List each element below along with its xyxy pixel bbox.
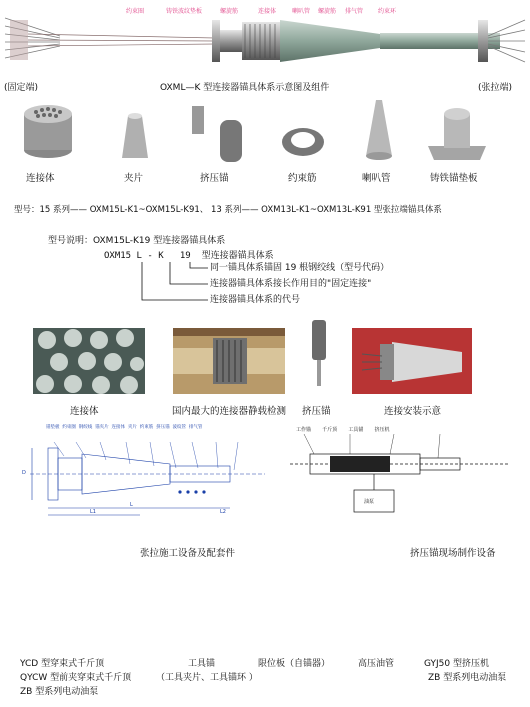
drawing-label: 约束筋 (139, 425, 154, 430)
photo-caption: 国内最大的连接器静载检测 (172, 406, 287, 417)
equipment-item: 工具锚 (188, 659, 216, 669)
connector-body-image (18, 100, 78, 162)
header-label: 喇叭管 (292, 8, 311, 15)
tensioning-drawing (20, 420, 285, 520)
header-label: 约束环 (378, 8, 397, 15)
model-bracket-lines (130, 262, 210, 308)
components-row (0, 98, 530, 190)
code-suffix: 型连接器锚具体系 (201, 251, 274, 261)
right-end-label: (张拉端) (478, 83, 513, 93)
drawing-label: 工具锚 (348, 427, 364, 433)
drawing-label: 挤压机 (374, 427, 390, 433)
drawing-label: 夹片 (127, 425, 137, 430)
drawing-label: 油泵 (364, 499, 375, 505)
header-label: 排气管 (345, 8, 364, 15)
drawing-label: 钢绞线 (78, 425, 93, 430)
dim-label: D (22, 470, 26, 476)
component-label: 连接体 (26, 173, 55, 184)
equipment-item: （工具夹片、工具锚环 ） (156, 673, 258, 683)
component-label: 铸铁锚垫板 (430, 173, 478, 184)
header-label: 连接体 (258, 8, 277, 15)
model-line-2: 连接器锚具体系接长作用目的"固定连接" (210, 279, 372, 289)
wedge-image (120, 112, 150, 162)
drawing-label: 波纹管 (172, 425, 186, 430)
drawing-label: 挤压锚 (156, 425, 170, 430)
component-label: 夹片 (124, 173, 144, 184)
extrusion-equipment-drawing (290, 420, 510, 520)
model-code (104, 251, 274, 262)
static-load-test-photo (173, 328, 285, 394)
code-num: 19 (179, 251, 191, 261)
equipment-item: 限位板（自锚器） (258, 659, 331, 669)
trumpet-pipe-image (364, 98, 394, 164)
connection-install-photo (352, 328, 472, 394)
equipment-item: YCD 型穿束式千斤顶 (20, 659, 105, 669)
dim-label: L2 (220, 509, 226, 515)
extrusion-anchor-photo (308, 320, 330, 386)
diagram-title: OXML—K 型连接器锚具体系示意图及组件 (160, 83, 330, 93)
drawing-label: 锚垫板 (46, 425, 60, 430)
drawing-caption: 张拉施工设备及配套件 (140, 548, 236, 559)
component-label: 约束筋 (288, 173, 317, 184)
code-prefix: OXM15 (104, 251, 132, 261)
code-k: K (158, 251, 164, 261)
header-label: 螺旋筋 (318, 8, 337, 15)
dim-label: L1 (90, 509, 96, 515)
drawing-caption: 挤压锚现场制作设备 (410, 548, 496, 559)
connector-photo (33, 328, 145, 394)
equipment-item: GYJ50 型挤压机 (424, 659, 489, 669)
extrusion-anchor-image (190, 104, 250, 164)
drawing-label: 排气管 (188, 425, 203, 430)
component-label: 喇叭管 (362, 173, 391, 184)
equipment-item: ZB 型系列电动油泵 (428, 673, 507, 683)
code-dash: - (147, 251, 153, 261)
drawing-label: 工作锚 (296, 427, 312, 433)
equipment-item: ZB 型系列电动油泵 (20, 687, 99, 697)
code-l: L (136, 251, 142, 261)
model-line-3: 连接器锚具体系的代号 (210, 295, 301, 305)
header-label: 铸铁波纹垫板 (166, 8, 203, 15)
dim-label: L (130, 502, 133, 508)
model-line-1: 同一锚具体系锚固 19 根钢绞线（型号代码） (210, 263, 390, 273)
component-label: 挤压锚 (200, 173, 229, 184)
photo-caption: 连接体 (70, 406, 99, 417)
drawing-label: 约束圈 (62, 425, 76, 430)
cast-iron-plate-image (424, 102, 490, 164)
left-end-label: (固定端) (4, 83, 39, 93)
photo-caption: 连接安装示意 (384, 406, 442, 417)
header-label: 约束圈 (126, 8, 145, 15)
restraint-ring-image (280, 124, 326, 160)
photo-caption: 挤压锚 (302, 406, 331, 417)
equipment-item: QYCW 型前夹穿束式千斤顶 (20, 673, 132, 683)
equipment-item: 高压油管 (358, 659, 395, 669)
header-label: 螺旋筋 (220, 8, 239, 15)
drawing-label: 连接体 (111, 425, 125, 430)
drawing-label: 千斤顶 (322, 427, 338, 433)
model-desc-title: 型号说明：OXM15L-K19 型连接器锚具体系 (48, 236, 226, 246)
header-labels (0, 6, 530, 20)
model-line: 型号：15 系列—— OXM15L-K1~OXM15L-K91、 13 系列—— OXM13L-K1~OXM13L-K91 型张拉端锚具体系 (14, 205, 442, 215)
drawing-label: 锚夹片 (95, 425, 109, 430)
